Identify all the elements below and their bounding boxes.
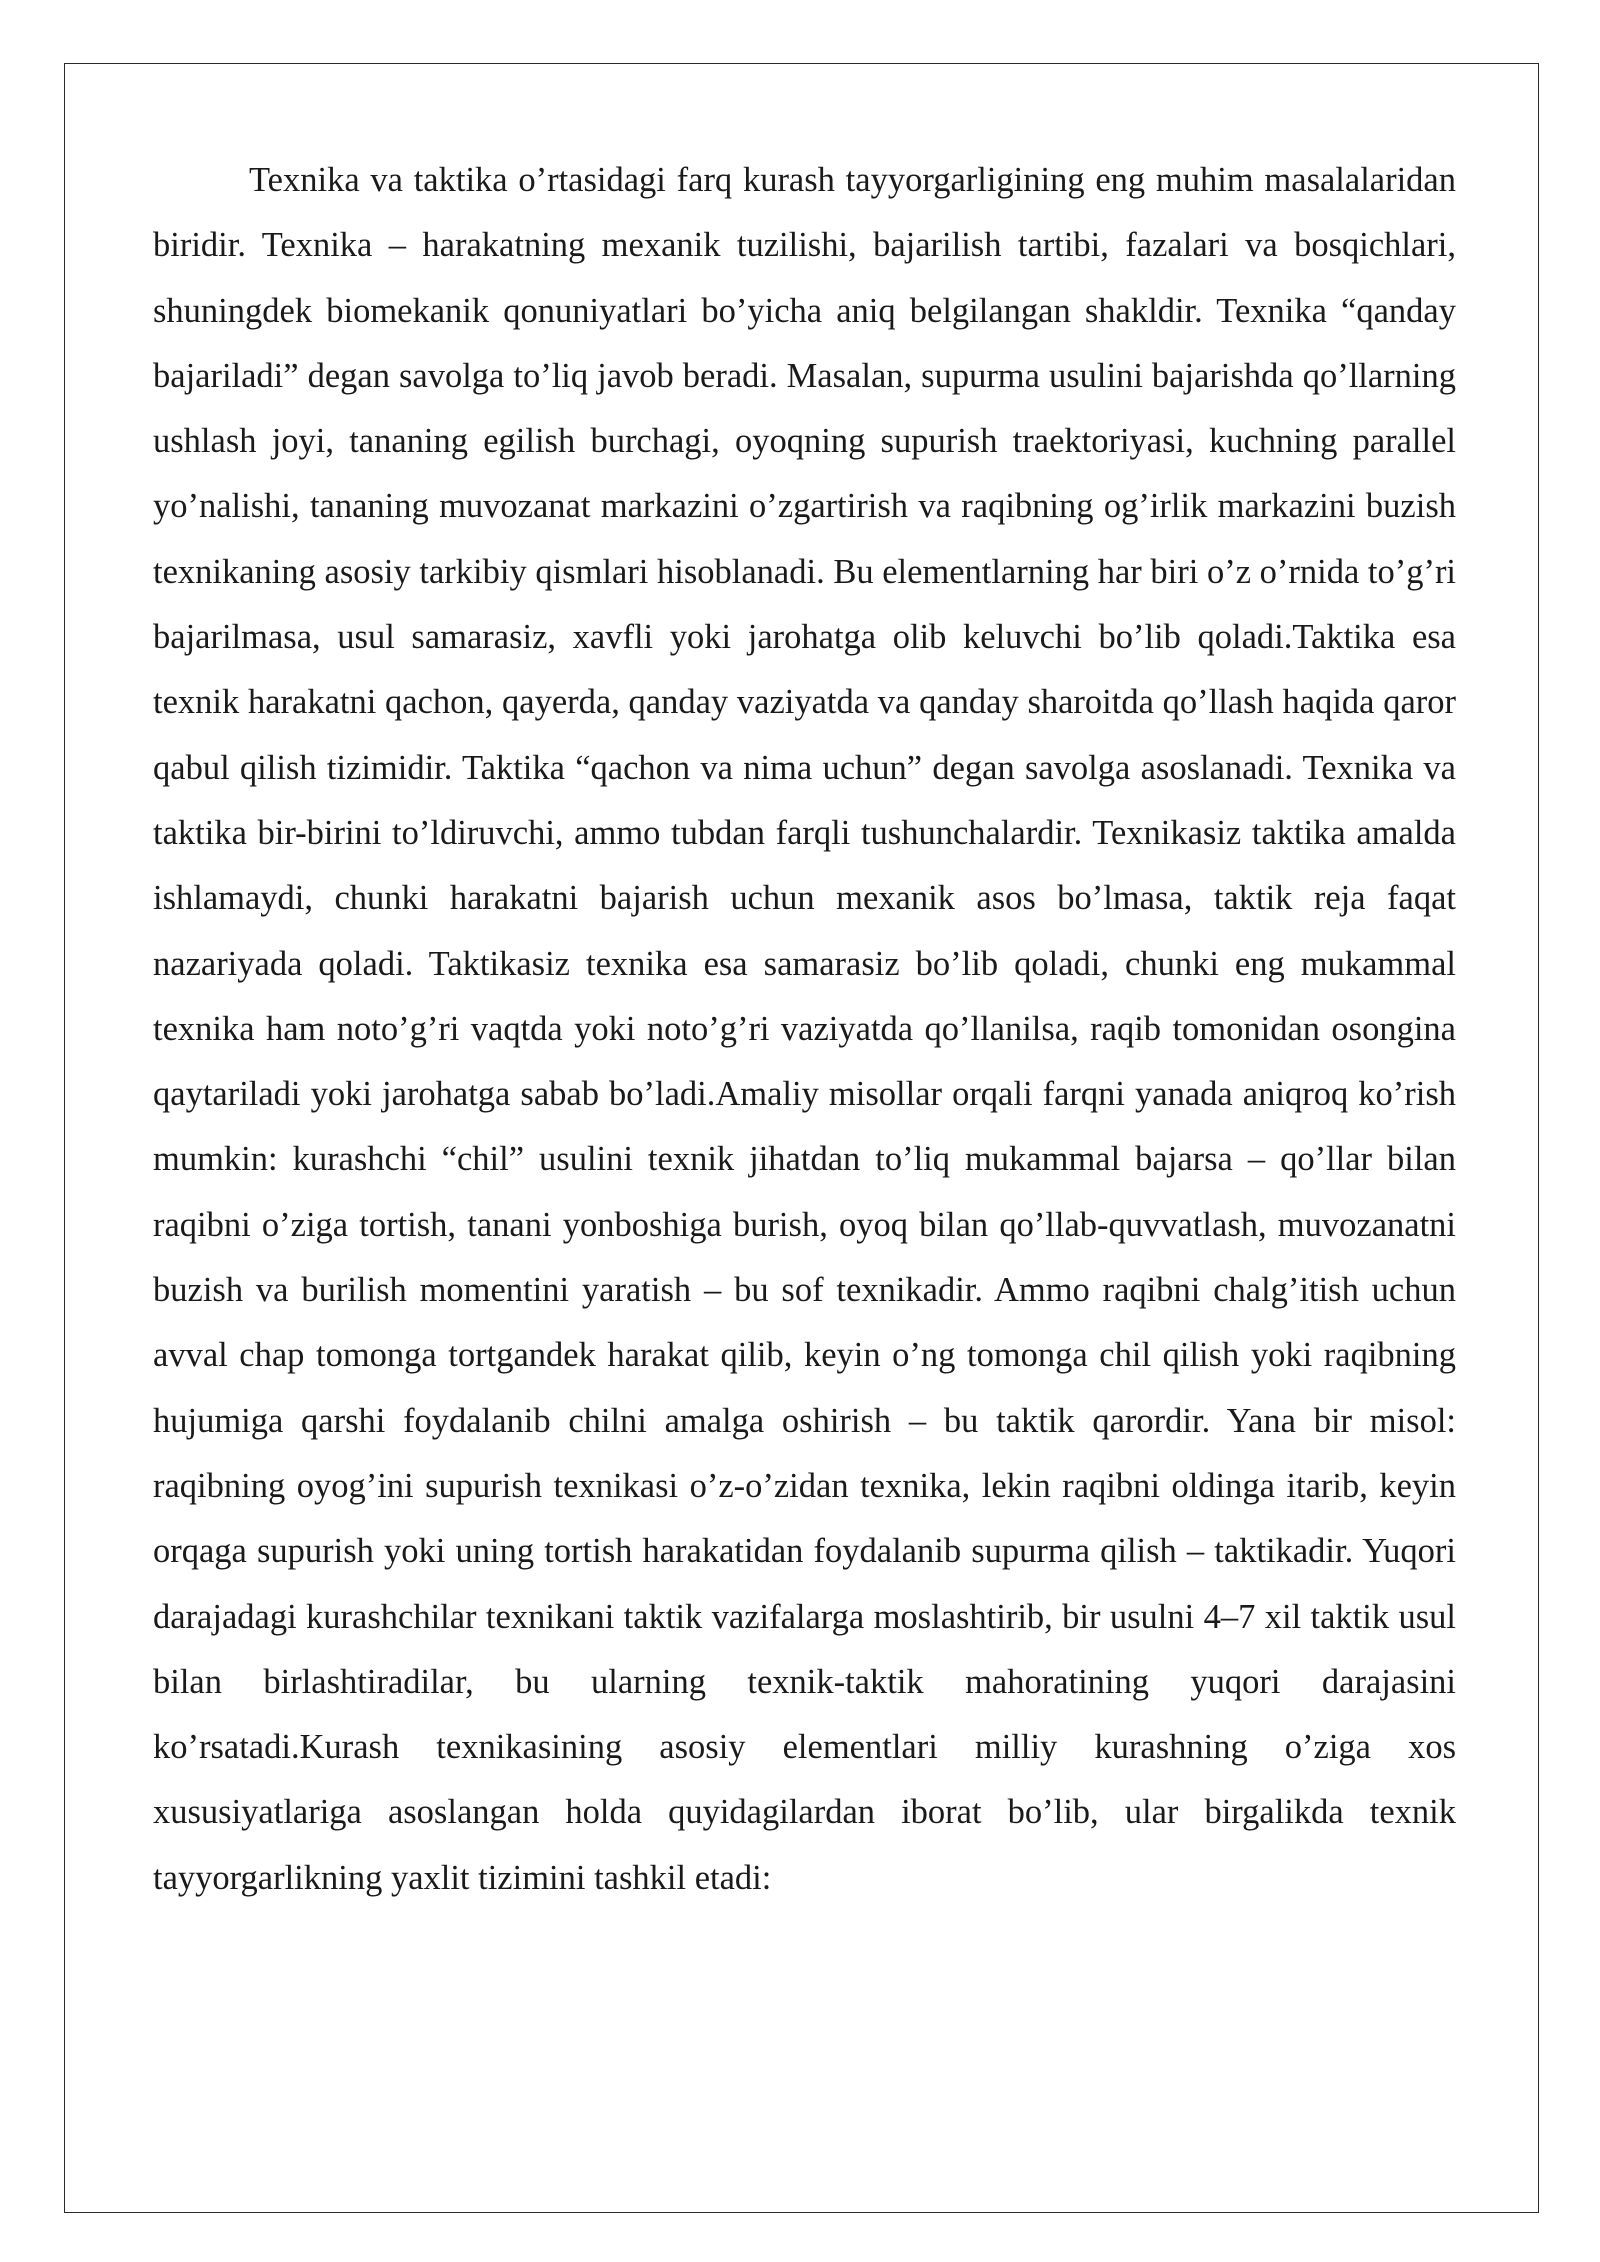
body-paragraph: Texnika va taktika o’rtasidagi farq kurash tayyorgarligining eng muhim masalalaridan biridir. Texnika – harakatning mexanik tuzilishi, bajarilish tartibi, fazalari va bosqichlari, shuningdek biomekanik qonuniyatlari bo’yicha aniq belgilangan shakldir. Texnika “qanday bajariladi” degan savolga to’liq javob beradi. Masalan, supurma usulini bajarishda qo’llarning ushlash joyi, tananing egilish burchagi, oyoqning supurish traektoriyasi, kuchning parallel yo’nalishi, tananing muvozanat markazini o’zgartirish va raqibning og’irlik markazini buzish texnikaning asosiy tarkibiy qismlari hisoblanadi. Bu elementlarning har biri o’z o’rnida to’g’ri bajarilmasa, usul samarasiz, xavfli yoki jarohatga olib keluvchi bo’lib qoladi.Taktika esa texnik harakatni qachon, qayerda, qanday vaziyatda va qanday sharoitda qo’llash haqida qaror qabul qilish tizimidir. Taktika “qachon va nima uchun” degan savolga asoslanadi. Texnika va taktika bir-birini to’ldiruvchi, ammo tubdan farqli tushunchalardir. Texnikasiz taktika amalda ishlamaydi, chunki harakatni bajarish uchun mexanik asos bo’lmasa, taktik reja faqat nazariyada qoladi. Taktikasiz texnika esa samarasiz bo’lib qoladi, chunki eng mukammal texnika ham noto’g’ri vaqtda yoki noto’g’ri vaziyatda qo’llanilsa, raqib tomonidan osongina qaytariladi yoki jarohatga sabab bo’ladi.Amaliy misollar orqali farqni yanada aniqroq ko’rish mumkin: kurashchi “chil” usulini texnik jihatdan to’liq mukammal bajarsa – qo’llar bilan raqibni o’ziga tortish, tanani yonboshiga burish, oyoq bilan qo’llab-quvvatlash, muvozanatni buzish va burilish momentini yaratish – bu sof texnikadir. Ammo raqibni chalg’itish uchun avval chap tomonga tortgandek harakat qilib, keyin o’ng tomonga chil qilish yoki raqibning hujumiga qarshi foydalanib chilni amalga oshirish – bu taktik qarordir. Yana bir misol: raqibning oyog’ini supurish texnikasi o’z-o’zidan texnika, lekin raqibni oldinga itarib, keyin orqaga supurish yoki uning tortish harakatidan foydalanib supurma qilish – taktikadir. Yuqori darajadagi kurashchilar texnikani taktik vazifalarga moslashtirib, bir usulni 4–7 xil taktik usul bilan birlashtiradilar, bu ularning texnik-taktik mahoratining yuqori darajasini ko’rsatadi.Kurash texnikasining asosiy elementlari milliy kurashning o’ziga xos xususiyatlariga asoslangan holda quyidagilardan iborat bo’lib, ular birgalikda texnik tayyorgarlikning yaxlit tizimini tashkil etadi: [153,161,1457,1897]
